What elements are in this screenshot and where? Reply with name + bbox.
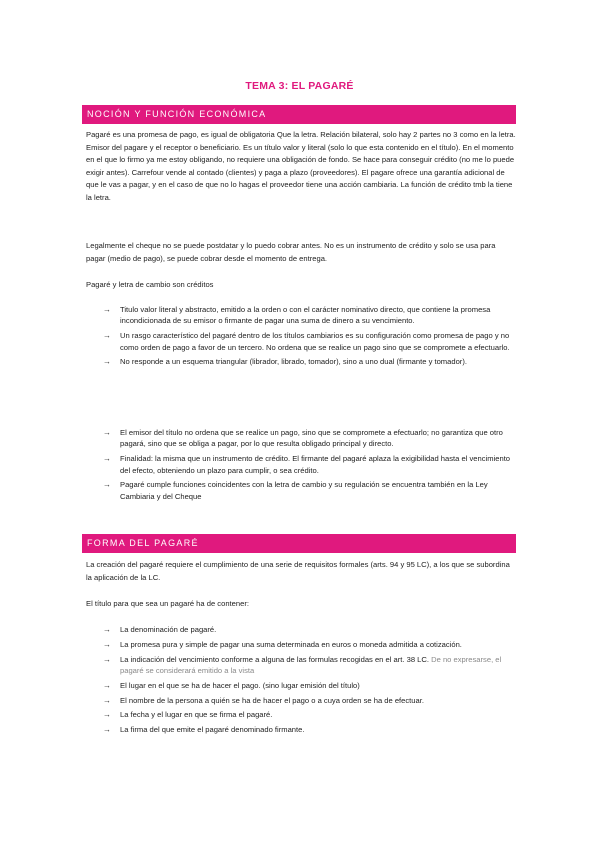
list-item: → La firma del que emite el pagaré denominado firmante. bbox=[103, 725, 305, 735]
arrow-icon: → bbox=[103, 480, 111, 490]
bullet-list-caracteristicas bbox=[86, 304, 516, 371]
paragraph-requisitos: La creación del pagaré requiere el cumplimiento de una serie de requisitos formales (arts. 94 y 95 LC), a los que se subordina la aplicación de la LC. bbox=[86, 560, 510, 582]
bullet-list-requisitos bbox=[86, 624, 516, 739]
arrow-icon: → bbox=[103, 454, 111, 464]
list-item: → No responde a un esquema triangular (librador, librado, tomador), sino a uno dual (firmante y tomador). bbox=[103, 357, 467, 367]
list-item: → La denominación de pagaré. bbox=[103, 625, 217, 634]
arrow-icon: → bbox=[103, 428, 111, 437]
arrow-icon: → bbox=[103, 695, 111, 705]
list-item: → El nombre de la persona a quién se ha de hacer el pago o a cuya orden se ha de efectuar. bbox=[103, 695, 424, 705]
list-item: → Un rasgo característico del pagaré dentro de los títulos cambiarios es su configuración como promesa de pago y no como orden de pago a favor de un tercero. No ordena que se realice un pago sino que se compromete a efectuarlo. bbox=[103, 331, 510, 352]
list-item: → El lugar en el que se ha de hacer el pago. (sino lugar emisión del título) bbox=[103, 680, 360, 690]
arrow-icon: → bbox=[103, 639, 111, 649]
bullet-list-emisor bbox=[86, 427, 516, 506]
gray-note: De no expresarse, el pagaré se considerará emitido a la vista bbox=[120, 654, 502, 675]
paragraph-contener: El título para que sea un pagaré ha de contener: bbox=[86, 599, 249, 608]
arrow-icon: → bbox=[103, 331, 111, 341]
list-item: → Titulo valor literal y abstracto, emitido a la orden o con el carácter nominativo directo, que contiene la promesa incondicionada de su emisor o firmante de pagar una suma de dinero a su vencimiento. bbox=[103, 305, 491, 326]
section-heading-forma: FORMA DEL PAGARÉ bbox=[82, 534, 516, 553]
list-item: → Finalidad: la misma que un instrumento de crédito. El firmante del pagaré aplaza la exigibilidad hasta el vencimiento del efecto, obteniendo un plazo para cumplir, o sea crédito. bbox=[103, 454, 511, 475]
arrow-icon: → bbox=[103, 710, 111, 720]
arrow-icon: → bbox=[103, 680, 111, 690]
document-title: TEMA 3: EL PAGARÉ bbox=[245, 80, 354, 92]
arrow-icon: → bbox=[103, 654, 111, 664]
arrow-icon: → bbox=[103, 357, 111, 367]
list-item: → El emisor del título no ordena que se realice un pago, sino que se compromete a efectuarlo; no garantiza que otro pagará, sino que se obliga a pagar, por lo que resulta obligado principal y directo. bbox=[103, 428, 503, 449]
paragraph-creditos: Pagaré y letra de cambio son créditos bbox=[86, 280, 214, 289]
arrow-icon: → bbox=[103, 625, 111, 634]
list-item: → Pagaré cumple funciones coincidentes con la letra de cambio y su regulación se encuentra también en la Ley Cambiaria y del Cheque bbox=[103, 480, 488, 501]
paragraph-definicion: Pagaré es una promesa de pago, es igual de obligatoria Que la letra. Relación bilateral, solo hay 2 partes no 3 como en la letra. Emisor del pagare y el receptor o beneficiario. Es un título valor y literal (solo lo que esta contenido en el título). En el momento en el que lo firmo ya me estoy obligando, no requiere una obligación de fondo. Se hace para conseguir crédito (no me lo puede exigir antes). Carrefour vende al contado (clientes) y paga a plazo (proveedores). El pagare ofrece una garantía adicional de que le vas a pagar, y en el caso de que no lo hagas el proveedor tiene una acción cambiaria. La función de crédito tmb la tiene la letra. bbox=[86, 130, 516, 202]
arrow-icon: → bbox=[103, 305, 111, 314]
list-item: → La indicación del vencimiento conforme a alguna de las formulas recogidas en el art. 38 LC. De no expresarse, el pagaré se considerará emitido a la vista bbox=[103, 654, 502, 675]
paragraph-cheque: Legalmente el cheque no se puede postdatar y lo puedo cobrar antes. No es un instrumento de crédito y solo se usa para pagar (medio de pago), se puede cobrar desde el momento de entrega. bbox=[86, 241, 496, 263]
arrow-icon: → bbox=[103, 725, 111, 735]
section-heading-nocion: NOCIÓN Y FUNCIÓN ECONÓMICA bbox=[82, 105, 516, 124]
list-item: → La promesa pura y simple de pagar una suma determinada en euros o moneda admitida a cotización. bbox=[103, 639, 462, 649]
list-item: → La fecha y el lugar en que se firma el pagaré. bbox=[103, 710, 273, 720]
